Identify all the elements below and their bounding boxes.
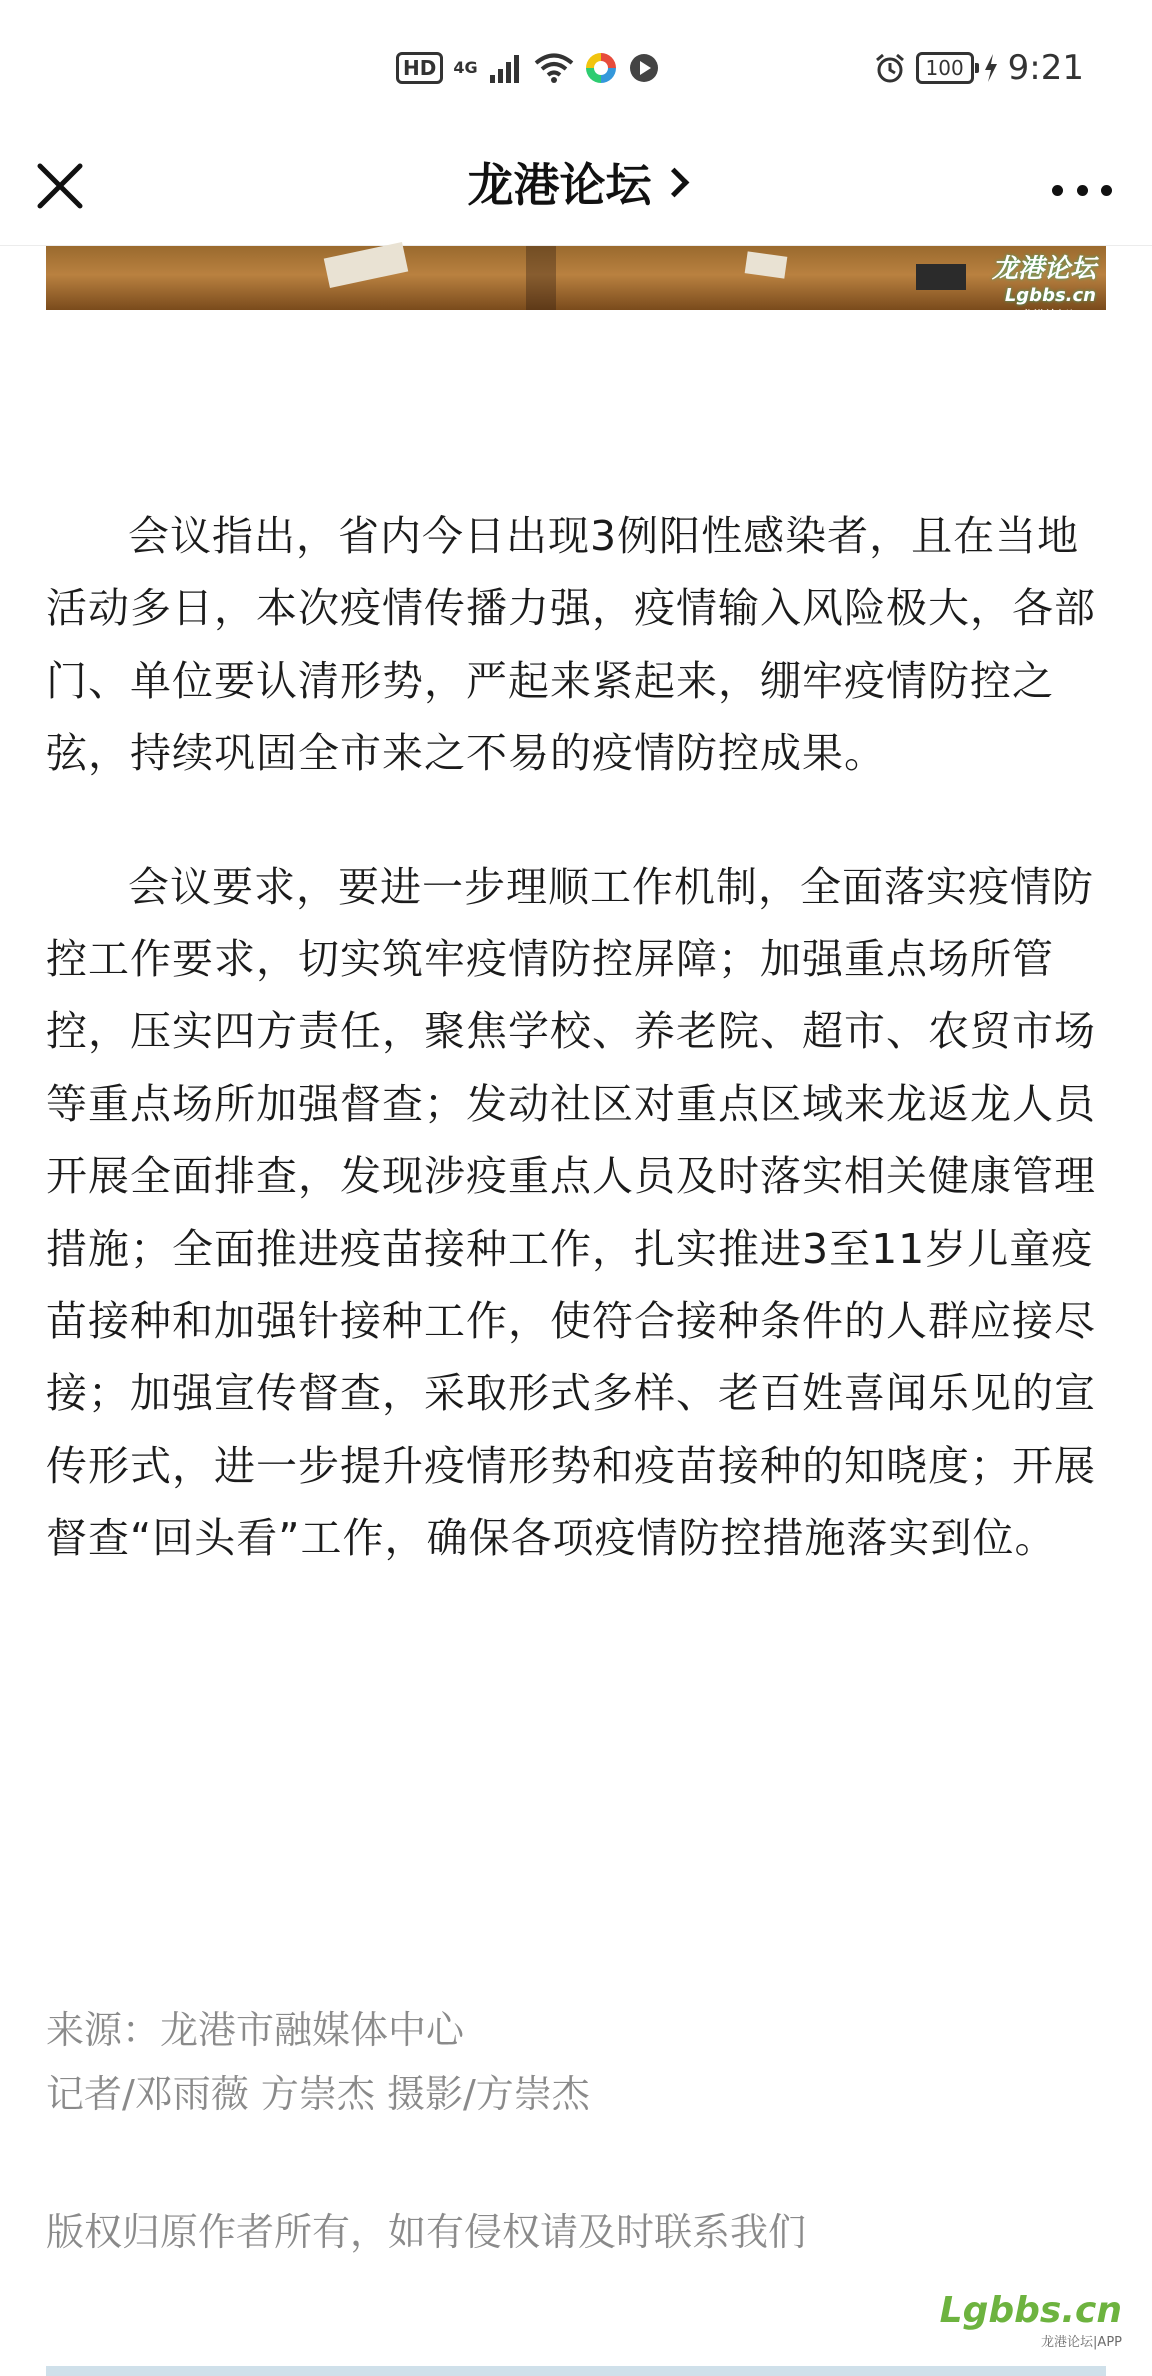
next-image-edge	[46, 2366, 1106, 2376]
header-photo	[46, 246, 1106, 322]
article-credits: 记者/邓雨薇 方崇杰 摄影/方崇杰	[46, 2072, 590, 2116]
hd-voice-icon: HD	[396, 52, 443, 84]
footer-brand: Lgbbs.cn	[939, 2290, 1122, 2331]
app-notification-icon	[584, 51, 618, 85]
article-paragraph-2: 会议要求，要进一步理顺工作机制，全面落实疫情防控工作要求，切实筑牢疫情防控屏障；加强重点场所管控，压实四方责任，聚焦学校、养老院、超市、农贸市场等重点场所加强督查；发动社区对重点区域来龙返龙人员开展全面排查，发现涉疫重点人员及时落实相关健康管理措施；全面推进疫苗接种工作，扎实推进3至11岁儿童疫苗接种和加强针接种工作，使符合接种条件的人群应接尽接；加强宣传督查，采取形式多样、老百姓喜闻乐见的宣传形式，进一步提升疫情形势和疫苗接种的知晓度；开展督查“回头看”工作，确保各项疫情防控措施落实到位。	[46, 862, 1096, 1563]
charging-icon	[984, 54, 998, 82]
article-paragraph-1: 会议指出，省内今日出现3例阳性感染者，且在当地活动多日，本次疫情传播力强，疫情输入风险极大，各部门、单位要认清形势，严起来紧起来，绷牢疫情防控之弦，持续巩固全市来之不易的疫情防控成果。	[46, 512, 1096, 778]
more-options-icon[interactable]	[1052, 170, 1112, 210]
article-body	[46, 500, 1106, 1575]
location-icon	[628, 52, 660, 84]
article-meta	[46, 1998, 1106, 2126]
signal-icon	[488, 53, 524, 83]
photo-logo-text: 龙港论坛	[991, 254, 1096, 284]
photo-logo-sub: 龙港论坛|APP	[1021, 308, 1096, 322]
battery-icon	[916, 52, 974, 84]
footer-sub: 龙港论坛|APP	[1041, 2335, 1122, 2350]
status-left-icons	[396, 48, 660, 88]
page-title[interactable]	[0, 150, 1152, 220]
network-type-label: 4G	[453, 58, 478, 77]
clock: 9:21	[1007, 48, 1084, 88]
copyright-notice: 版权归原作者所有，如有侵权请及时联系我们	[46, 2210, 807, 2254]
photo-logo-domain: Lgbbs.cn	[1004, 285, 1096, 306]
status-bar	[0, 0, 1152, 130]
battery-level: 100	[925, 56, 964, 80]
wifi-icon	[534, 52, 574, 84]
alarm-icon	[874, 52, 906, 84]
page-title-text: 龙港论坛	[467, 158, 652, 212]
chevron-right-icon	[659, 168, 689, 198]
status-right	[874, 44, 1084, 92]
article-source: 来源：龙港市融媒体中心	[46, 2008, 465, 2052]
footer-watermark-logo	[940, 2290, 1122, 2350]
nav-bar	[0, 130, 1152, 246]
photo-watermark-logo	[992, 248, 1096, 323]
